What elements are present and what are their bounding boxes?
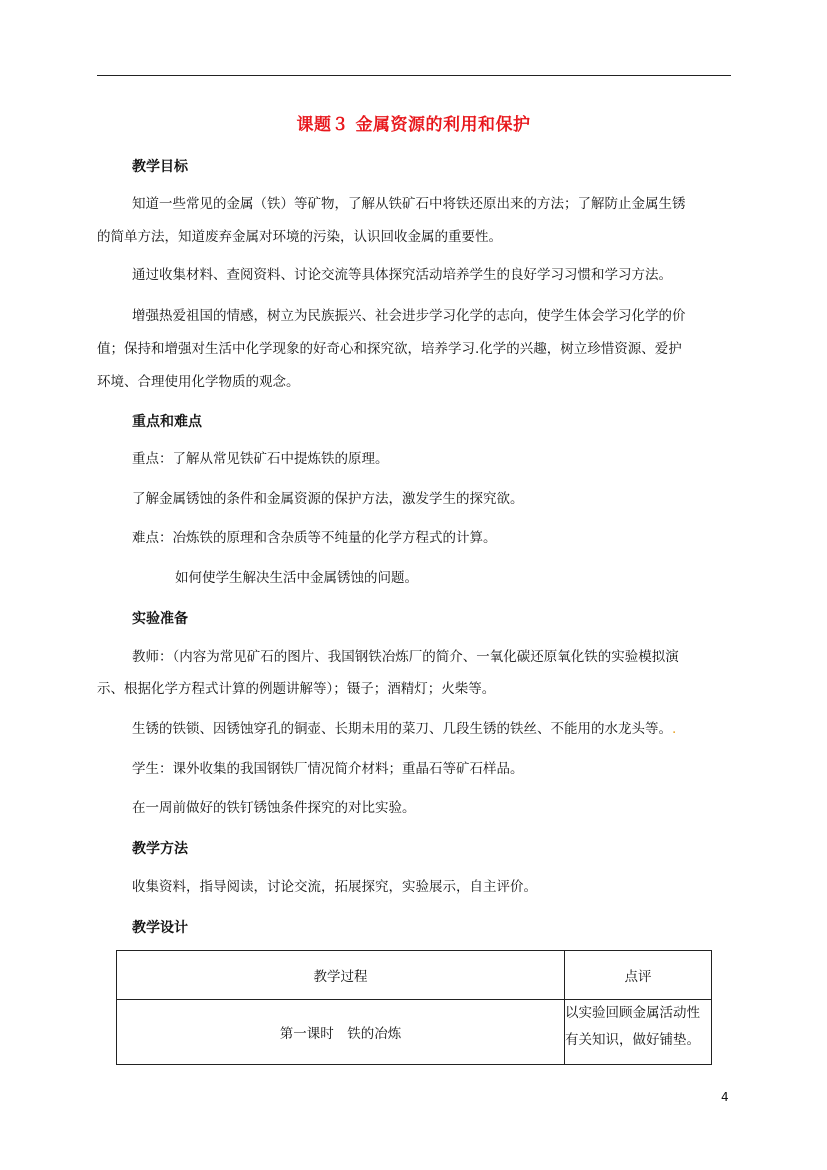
table-header-comment: 点评 (565, 951, 712, 1000)
table-cell-comment (565, 1000, 712, 1065)
table-cell-process: 第一课时 铁的冶炼 (117, 1000, 565, 1065)
prep-line3-text: 生锈的铁锁、因锈蚀穿孔的铜壶、长期未用的菜刀、几段生锈的铁丝、不能用的水龙头等。 (132, 721, 672, 737)
method-line1: 收集资料，指导阅读，讨论交流，拓展探究，实验展示，自主评价。 (132, 879, 537, 895)
prep-line2: 示、根据化学方程式计算的例题讲解等）；镊子；酒精灯；火柴等。 (97, 681, 496, 697)
keypoints-line3: 难点：冶炼铁的原理和含杂质等不纯量的化学方程式的计算。 (132, 530, 497, 546)
objectives-p2: 通过收集材料、查阅资料、讨论交流等具体探究活动培养学生的良好学习习惯和学习方法。 (132, 267, 672, 283)
table-header-row (117, 951, 712, 1000)
comment-line1: 以实验回顾金属活动性 (565, 1005, 700, 1021)
design-table (116, 950, 712, 1065)
document-title: 课题３ 金属资源的利用和保护 (296, 115, 531, 135)
objectives-p1-line1: 知道一些常见的金属（铁）等矿物，了解从铁矿石中将铁还原出来的方法；了解防止金属生锈 (132, 196, 686, 212)
prep-line1: 教师：（内容为常见矿石的图片、我国钢铁冶炼厂的简介、一氧化碳还原氧化铁的实验模拟演 (132, 649, 679, 665)
objectives-p3-line2: 值；保持和增强对生活中化学现象的好奇心和探究欲，培养学习.化学的兴趣，树立珍惜资源、爱护 (97, 341, 682, 357)
objectives-p1-line2: 的简单方法，知道废弃金属对环境的污染，认识回收金属的重要性。 (97, 229, 502, 245)
prep-line3 (132, 714, 676, 744)
keypoints-line2: 了解金属锈蚀的条件和金属资源的保护方法，激发学生的探究欲。 (132, 491, 524, 507)
keypoints-line1: 重点：了解从常见铁矿石中提炼铁的原理。 (132, 451, 389, 467)
prep-line3-mark: . (672, 721, 677, 737)
heading-method: 教学方法 (132, 841, 188, 857)
objectives-p3-line3: 环境、合理使用化学物质的观念。 (97, 374, 300, 390)
objectives-p3-line1: 增强热爱祖国的情感，树立为民族振兴、社会进步学习化学的志向，使学生体会学习化学的价 (132, 308, 686, 324)
heading-prep: 实验准备 (132, 611, 188, 627)
table-header-process: 教学过程 (117, 951, 565, 1000)
heading-objectives: 教学目标 (132, 159, 188, 175)
comment-line2: 有关知识，做好铺垫。 (565, 1032, 700, 1048)
page-number: 4 (721, 1090, 729, 1104)
heading-keypoints: 重点和难点 (132, 414, 202, 430)
heading-design: 教学设计 (132, 920, 188, 936)
keypoints-line4: 如何使学生解决生活中金属锈蚀的问题。 (175, 570, 418, 586)
table-row (117, 1000, 712, 1065)
prep-line5: 在一周前做好的铁钉锈蚀条件探究的对比实验。 (132, 800, 416, 816)
prep-line4: 学生：课外收集的我国钢铁厂情况简介材料；重晶石等矿石样品。 (132, 761, 524, 777)
header-rule (97, 75, 731, 76)
